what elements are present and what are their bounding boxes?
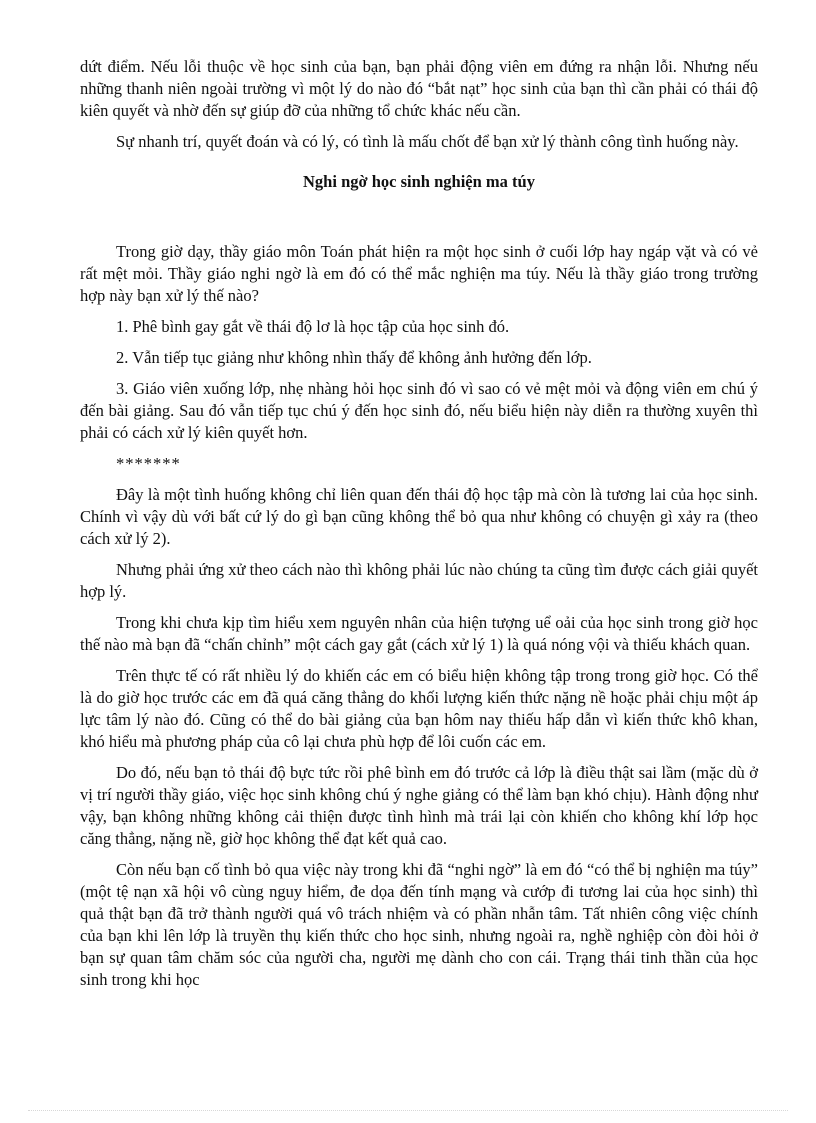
- document-page: [80, 56, 758, 1000]
- paragraph-conclusion: Sự nhanh trí, quyết đoán và có lý, có tình là mấu chốt để bạn xử lý thành công tình huống này.: [116, 132, 739, 151]
- paragraph-continued: dứt điểm. Nếu lỗi thuộc về học sinh của bạn, bạn phải động viên em đứng ra nhận lỗi. Nhưng nếu những thanh niên ngoài trường vì một lý do nào đó “bắt nạt” học sinh của bạn thì cần phải có thái độ kiên quyết và nhờ đến sự giúp đỡ của những tổ chức khác nếu cần.: [80, 57, 758, 120]
- analysis-paragraph: Trên thực tế có rất nhiều lý do khiến các em có biểu hiện không tập trong trong giờ học. Có thể là do giờ học trước các em đã quá căng thẳng do khối lượng kiến thức nặng nề hoặc phải chịu một áp lực tâm lý nào đó. Cũng có thể do bài giảng của bạn hôm nay thiếu hấp dẫn vì kiến thức khô khan, khó hiểu mà phương pháp của cô lại chưa phù hợp để lôi cuốn các em.: [80, 666, 758, 751]
- analysis-paragraph: Nhưng phải ứng xử theo cách nào thì không phải lúc nào chúng ta cũng tìm được cách giải quyết hợp lý.: [80, 560, 758, 601]
- page-bottom-rule: [28, 1110, 788, 1111]
- option-2: 2. Vẫn tiếp tục giảng như không nhìn thấy để không ảnh hưởng đến lớp.: [116, 348, 592, 367]
- analysis-paragraph: Trong khi chưa kịp tìm hiểu xem nguyên nhân của hiện tượng uể oải của học sinh trong giờ học thế nào mà bạn đã “chấn chỉnh” một cách gay gắt (cách xử lý 1) là quá nóng vội và thiếu khách quan.: [80, 613, 758, 654]
- analysis-paragraph: Đây là một tình huống không chỉ liên quan đến thái độ học tập mà còn là tương lai của học sinh. Chính vì vậy dù với bất cứ lý do gì bạn cũng không thể bỏ qua như không có chuyện gì xảy ra (theo cách xử lý 2).: [80, 485, 758, 548]
- analysis-paragraph: Do đó, nếu bạn tỏ thái độ bực tức rồi phê bình em đó trước cả lớp là điều thật sai lầm (mặc dù ở vị trí người thầy giáo, việc học sinh không chú ý nghe giảng có thể làm bạn khó chịu). Hành động như vậy, bạn không những không cải thiện được tình hình mà trái lại còn khiến cho không khí lớp học căng thẳng, nặng nề, giờ học không thể đạt kết quả cao.: [80, 763, 758, 848]
- option-1: 1. Phê bình gay gắt về thái độ lơ là học tập của học sinh đó.: [116, 317, 510, 336]
- scenario-paragraph: Trong giờ dạy, thầy giáo môn Toán phát hiện ra một học sinh ở cuối lớp hay ngáp vặt và có vẻ rất mệt mỏi. Thầy giáo nghi ngờ là em đó có thể mắc nghiện ma túy. Nếu là thầy giáo trong trường hợp này bạn xử lý thế nào?: [80, 242, 758, 305]
- option-3: 3. Giáo viên xuống lớp, nhẹ nhàng hỏi học sinh đó vì sao có vẻ mệt mỏi và động viên em chú ý đến bài giảng. Sau đó vẫn tiếp tục chú ý đến học sinh đó, nếu biểu hiện này diễn ra thường xuyên thì phải có cách xử lý kiên quyết hơn.: [80, 379, 758, 442]
- analysis-paragraph: Còn nếu bạn cố tình bỏ qua việc này trong khi đã “nghi ngờ” là em đó “có thể bị nghiện ma túy” (một tệ nạn xã hội vô cùng nguy hiểm, đe dọa đến tính mạng và cướp đi tương lai của học sinh) thì quả thật bạn đã trở thành người quá vô trách nhiệm và có phần nhẫn tâm. Tất nhiên công việc chính của bạn khi lên lớp là truyền thụ kiến thức cho học sinh, nhưng ngoài ra, nghề nghiệp còn đòi hỏi ở bạn sự quan tâm chăm sóc của người cha, người mẹ dành cho con cái. Trạng thái tinh thần của học sinh trong khi học: [80, 860, 758, 989]
- section-title: Nghi ngờ học sinh nghiện ma túy: [303, 172, 535, 191]
- separator: *******: [116, 454, 181, 473]
